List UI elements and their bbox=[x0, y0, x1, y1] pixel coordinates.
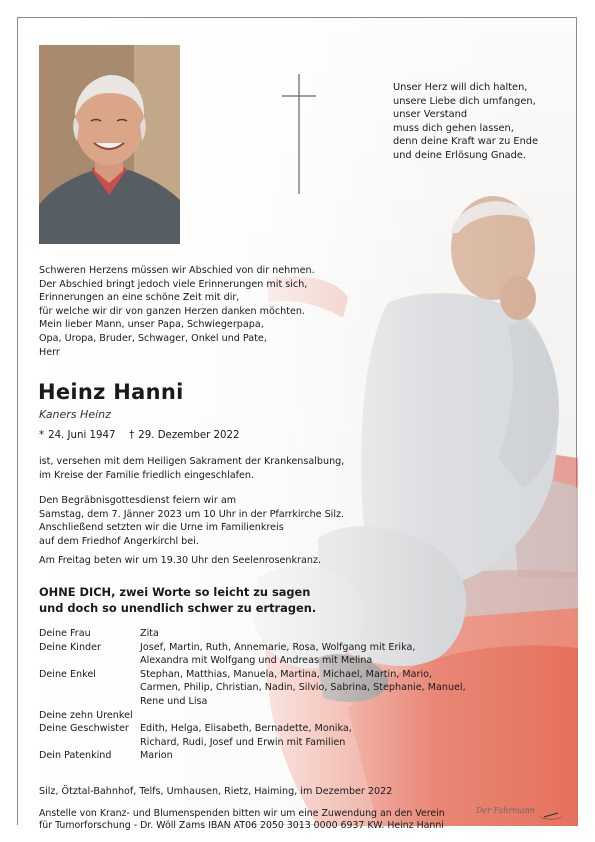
death-cross-symbol: † bbox=[129, 430, 135, 441]
boat-icon bbox=[538, 812, 564, 822]
obituary-card bbox=[17, 17, 577, 831]
family-names: Zita bbox=[140, 628, 159, 639]
rosary-info: Am Freitag beten wir um 19.30 Uhr den Seelenrosenkranz. bbox=[39, 555, 322, 566]
birth-date: 24. Juni 1947 bbox=[48, 430, 116, 441]
family-row bbox=[39, 722, 559, 749]
family-row bbox=[39, 641, 559, 668]
family-label: Deine Kinder bbox=[39, 641, 101, 653]
deceased-name: Heinz Hanni bbox=[38, 380, 184, 404]
undertaker-logo bbox=[476, 806, 566, 824]
poem: Unser Herz will dich halten, unsere Liebe dich umfangen, unser Verstand muss dich gehen lassen, denn deine Kraft war zu Ende und deine Erlösung Gnade. bbox=[393, 82, 539, 161]
funeral-info: Den Begräbnisgottesdienst feiern wir am Samstag, dem 7. Jänner 2023 um 10 Uhr in der Pfarrkirche Silz. Anschließend setzten wir die Urne im Familienkreis auf dem Friedhof Angerkirchl bei. bbox=[39, 495, 345, 547]
family-names: Marion bbox=[140, 750, 173, 762]
family-label: Deine Enkel bbox=[39, 668, 96, 680]
portrait-photo bbox=[39, 45, 180, 244]
donation-note: Anstelle von Kranz- und Blumenspenden bitten wir um eine Zuwendung an den Verein für Tumorforschung - Dr. Wöll Zams IBAN AT06 2050 3013 0000 6937 KW. Heinz Hanni bbox=[39, 808, 445, 831]
death-date: 29. Dezember 2022 bbox=[138, 430, 240, 441]
intro-text: Schweren Herzens müssen wir Abschied von dir nehmen. Der Abschied bringt jedoch viele Erinnerungen mit sich, Erinnerungen an eine schöne Zeit mit dir, für welche wir dir von ganzen Herzen danken möchten. Mein lieber Mann, unser Papa, Schwiegerpapa, Opa, Uropa, Bruder, Schwager, Onkel und Pate, Herr bbox=[39, 265, 315, 358]
family-label: Deine zehn Urenkel bbox=[39, 709, 133, 721]
family-row bbox=[39, 668, 559, 709]
place-and-date: Silz, Ötztal-Bahnhof, Telfs, Umhausen, Rietz, Haiming, im Dezember 2022 bbox=[39, 786, 393, 797]
family-names: Stephan, Matthias, Manuela, Martina, Michael, Martin, Mario, Carmen, Philip, Christian, Nadin, Silvio, Sabrina, Stephanie, Manuel, Rene und Lisa bbox=[140, 668, 466, 707]
logo-text: Der Fahrmann bbox=[476, 806, 535, 815]
family-label: Dein Patenkind bbox=[39, 750, 112, 762]
life-dates bbox=[39, 430, 243, 441]
passing-text: ist, versehen mit dem Heiligen Sakrament der Krankensalbung, im Kreise der Familie friedlich eingeschlafen. bbox=[39, 456, 345, 481]
nickname: Kaners Heinz bbox=[39, 408, 111, 421]
cross-icon bbox=[282, 74, 316, 194]
family-list bbox=[39, 627, 559, 763]
family-label: Deine Geschwister bbox=[39, 723, 129, 735]
birth-symbol: * bbox=[39, 430, 45, 441]
family-label: Deine Frau bbox=[39, 628, 91, 639]
family-names: Edith, Helga, Elisabeth, Bernadette, Monika, Richard, Rudi, Josef und Erwin mit Familien bbox=[140, 723, 352, 748]
family-names bbox=[133, 709, 559, 723]
family-names: Josef, Martin, Ruth, Annemarie, Rosa, Wolfgang mit Erika, Alexandra mit Wolfgang und Andreas mit Melina bbox=[140, 641, 416, 667]
family-row bbox=[39, 709, 559, 723]
family-row bbox=[39, 627, 559, 641]
family-row bbox=[39, 749, 559, 763]
motto: OHNE DICH, zwei Worte so leicht zu sagen und doch so unendlich schwer zu ertragen. bbox=[39, 585, 317, 615]
